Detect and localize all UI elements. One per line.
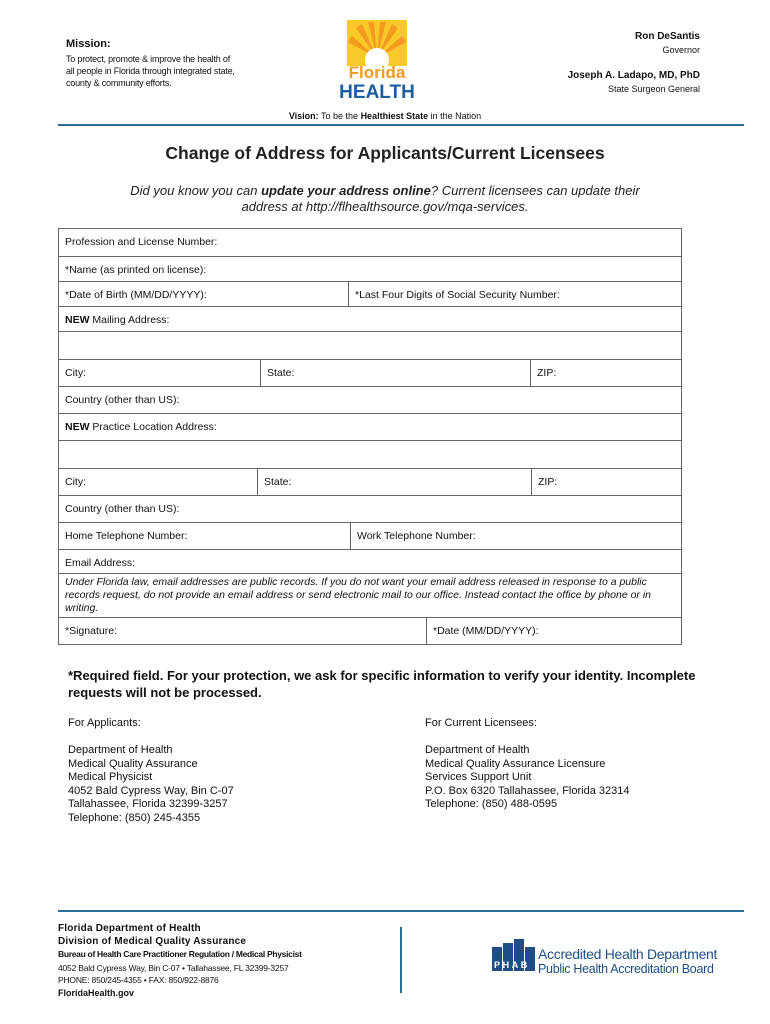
applicants-line: Department of Health [68,744,173,756]
applicants-line: Medical Physicist [68,771,153,783]
practice-new-label: NEW [65,421,90,433]
practice-state-field[interactable]: State: [257,469,531,495]
footer-phone-fax: PHONE: 850/245-4355 • FAX: 850/922-8876 [58,975,219,985]
intro-post: ? Current licensees can update their address at http://flhealthsource.gov/mqa-services. [241,183,640,214]
licensees-heading: For Current Licensees: [425,717,537,729]
surgeon-general-title: State Surgeon General [607,84,700,94]
licensees-line: Medical Quality Assurance Licensure [425,757,606,770]
mailing-country-field[interactable]: Country (other than US): [65,394,180,406]
change-of-address-form [58,228,682,645]
practice-address-text: Practice Location Address: [92,421,217,433]
mailing-address-label [59,307,681,331]
florida-health-logo [338,18,416,102]
applicants-address [68,744,234,825]
mission-text: To protect, promote & improve the health of all people in Florida through integrated state, county & community efforts. [66,54,235,88]
licensees-line: Department of Health [425,744,530,756]
footer-website: FloridaHealth.gov [58,988,135,998]
mailing-new-label: NEW [65,314,90,326]
practice-country-field[interactable]: Country (other than US): [65,503,180,515]
mailing-zip-field[interactable]: ZIP: [530,360,681,386]
vision-post: in the Nation [430,111,482,121]
phab-title: Accredited Health Department [538,946,718,962]
applicants-line: Tallahassee, Florida 32399-3257 [68,798,228,810]
footer-bureau: Bureau of Health Care Practitioner Regulation / Medical Physicist [58,949,302,959]
intro-text [110,183,660,215]
practice-city-field[interactable]: City: [65,476,86,488]
footer-rule [58,910,744,912]
vision-label: Vision: [288,111,319,121]
signature-date-field[interactable]: *Date (MM/DD/YYYY): [426,618,681,644]
mailing-address-text: Mailing Address: [92,314,170,326]
phab-letters: PHAB [494,960,530,970]
home-phone-field[interactable]: Home Telephone Number: [65,530,188,542]
profession-license-field[interactable]: Profession and License Number: [65,236,218,248]
applicants-line: Medical Quality Assurance [68,757,198,770]
footer-divider [400,927,402,993]
footer-address: 4052 Bald Cypress Way, Bin C-07 • Tallahassee, FL 32399-3257 [58,963,289,973]
footer-department: Florida Department of Health [58,923,201,934]
applicants-line: 4052 Bald Cypress Way, Bin C-07 [68,784,234,797]
footer-division: Division of Medical Quality Assurance [58,936,247,947]
required-field-notice: *Required field. For your protection, we ask for specific information to verify your identity. Incomplete requests will not be processed. [68,668,696,700]
licensees-address [425,744,629,812]
vision-statement [0,111,770,121]
email-public-records-note: Under Florida law, email addresses are public records. If you do not want your email address released in response to a public records request, do not provide an email address or send electronic mail to our office. Instead contact the office by phone or in writing. [65,576,651,614]
email-field[interactable]: Email Address: [65,557,136,569]
surgeon-general-name: Joseph A. Ladapo, MD, PhD [567,70,700,81]
applicants-line: Telephone: (850) 245-4355 [68,811,201,824]
header-rule [58,124,744,126]
practice-address-label [59,414,681,440]
mission-title: Mission: [66,38,111,50]
licensees-line: Services Support Unit [425,771,532,783]
page-title: Change of Address for Applicants/Current Licensees [165,143,605,163]
logo-health-text: HEALTH [339,82,415,102]
governor-name: Ron DeSantis [634,31,700,42]
signature-field[interactable]: *Signature: [65,625,117,637]
mailing-address-field[interactable] [59,332,681,359]
phab-subtitle: Public Health Accreditation Board [538,962,714,976]
applicants-heading: For Applicants: [68,717,141,729]
intro-bold: update your address online [261,183,431,198]
dob-field[interactable]: *Date of Birth (MM/DD/YYYY): [65,289,207,301]
practice-zip-field[interactable]: ZIP: [531,469,681,495]
licensees-line: Telephone: (850) 488-0595 [425,798,558,810]
ssn-field[interactable]: *Last Four Digits of Social Security Number: [348,282,681,306]
mailing-state-field[interactable]: State: [260,360,530,386]
practice-address-field[interactable] [59,441,681,468]
work-phone-field[interactable]: Work Telephone Number: [350,523,681,549]
name-field[interactable]: *Name (as printed on license): [65,264,207,276]
mailing-city-field[interactable]: City: [65,367,86,379]
vision-pre: To be the [321,111,359,121]
licensees-line: P.O. Box 6320 Tallahassee, Florida 32314 [425,784,630,797]
logo-florida-text: Florida [348,63,406,82]
governor-title: Governor [662,45,700,55]
vision-bold: Healthiest State [360,111,429,121]
intro-pre: Did you know you can [130,183,258,198]
